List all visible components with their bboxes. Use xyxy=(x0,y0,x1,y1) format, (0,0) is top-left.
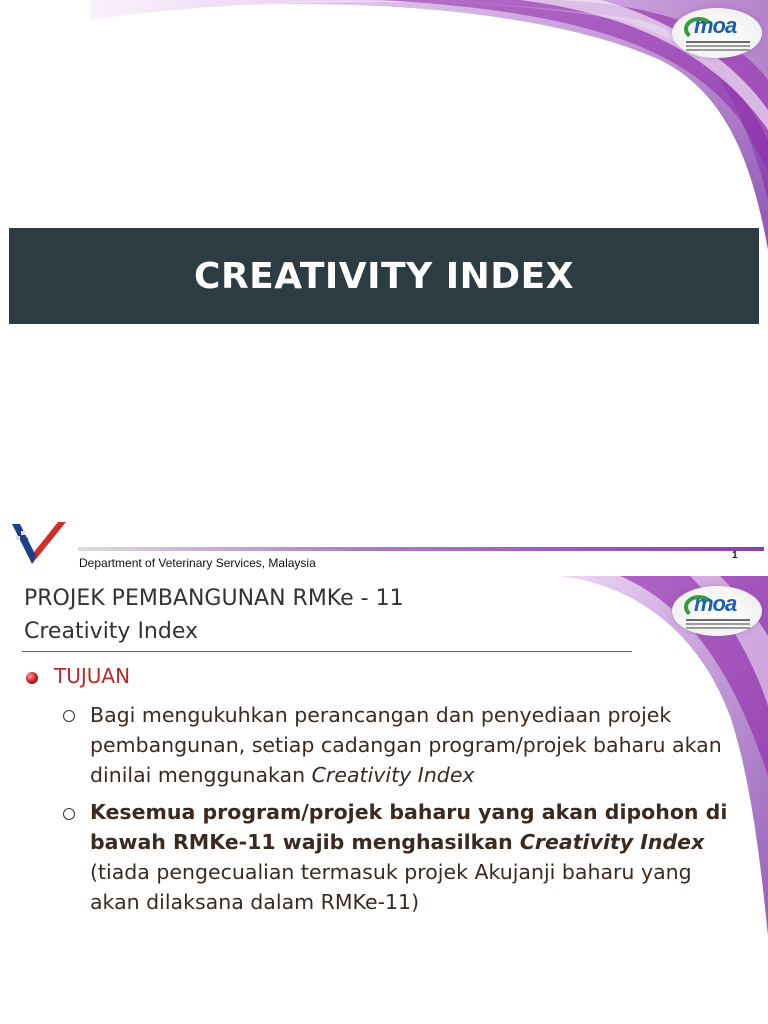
title-line-1: PROJEK PEMBANGUNAN RMKe - 11 xyxy=(24,586,404,611)
item-2-bold: Kesemua program/projek baharu yang akan dipohon di bawah RMKe-11 wajib menghasilkan xyxy=(90,800,728,854)
department-name: Department of Veterinary Services, Malaysia xyxy=(79,556,316,570)
page-number: 1 xyxy=(732,550,738,561)
list-item-1 xyxy=(90,700,730,790)
moa-logo xyxy=(672,8,762,58)
title-line-2: Creativity Index xyxy=(24,619,199,644)
item-1-text: Bagi mengukuhkan perancangan dan penyediaan projek pembangunan, setiap cadangan program/projek baharu akan dinilai menggunakan xyxy=(90,703,722,787)
item-2-text: (tiada pengecualian termasuk projek Akujanji baharu yang akan dilaksana dalam RMKe-11) xyxy=(90,860,692,914)
footer-divider xyxy=(78,547,764,551)
item-1-italic: Creativity Index xyxy=(311,763,475,787)
logo-text: moa xyxy=(694,591,737,616)
item-2-bold-italic: Creativity Index xyxy=(519,830,705,854)
slide-2 xyxy=(0,576,768,1024)
logo-subtext-lines xyxy=(686,619,750,621)
dvs-logo-icon xyxy=(10,520,70,568)
moa-logo xyxy=(672,586,762,636)
title-underline xyxy=(22,651,632,652)
list-item-2 xyxy=(90,797,730,917)
slide-2-title xyxy=(24,582,404,648)
title-bar xyxy=(9,228,759,324)
logo-text: moa xyxy=(694,13,737,38)
red-bullet-icon xyxy=(26,672,38,684)
circle-bullet-icon xyxy=(63,808,75,820)
circle-bullet-icon xyxy=(63,710,75,722)
logo-subtext-lines xyxy=(686,41,750,43)
slide-title: CREATIVITY INDEX xyxy=(194,255,574,297)
section-heading: TUJUAN xyxy=(54,664,131,688)
